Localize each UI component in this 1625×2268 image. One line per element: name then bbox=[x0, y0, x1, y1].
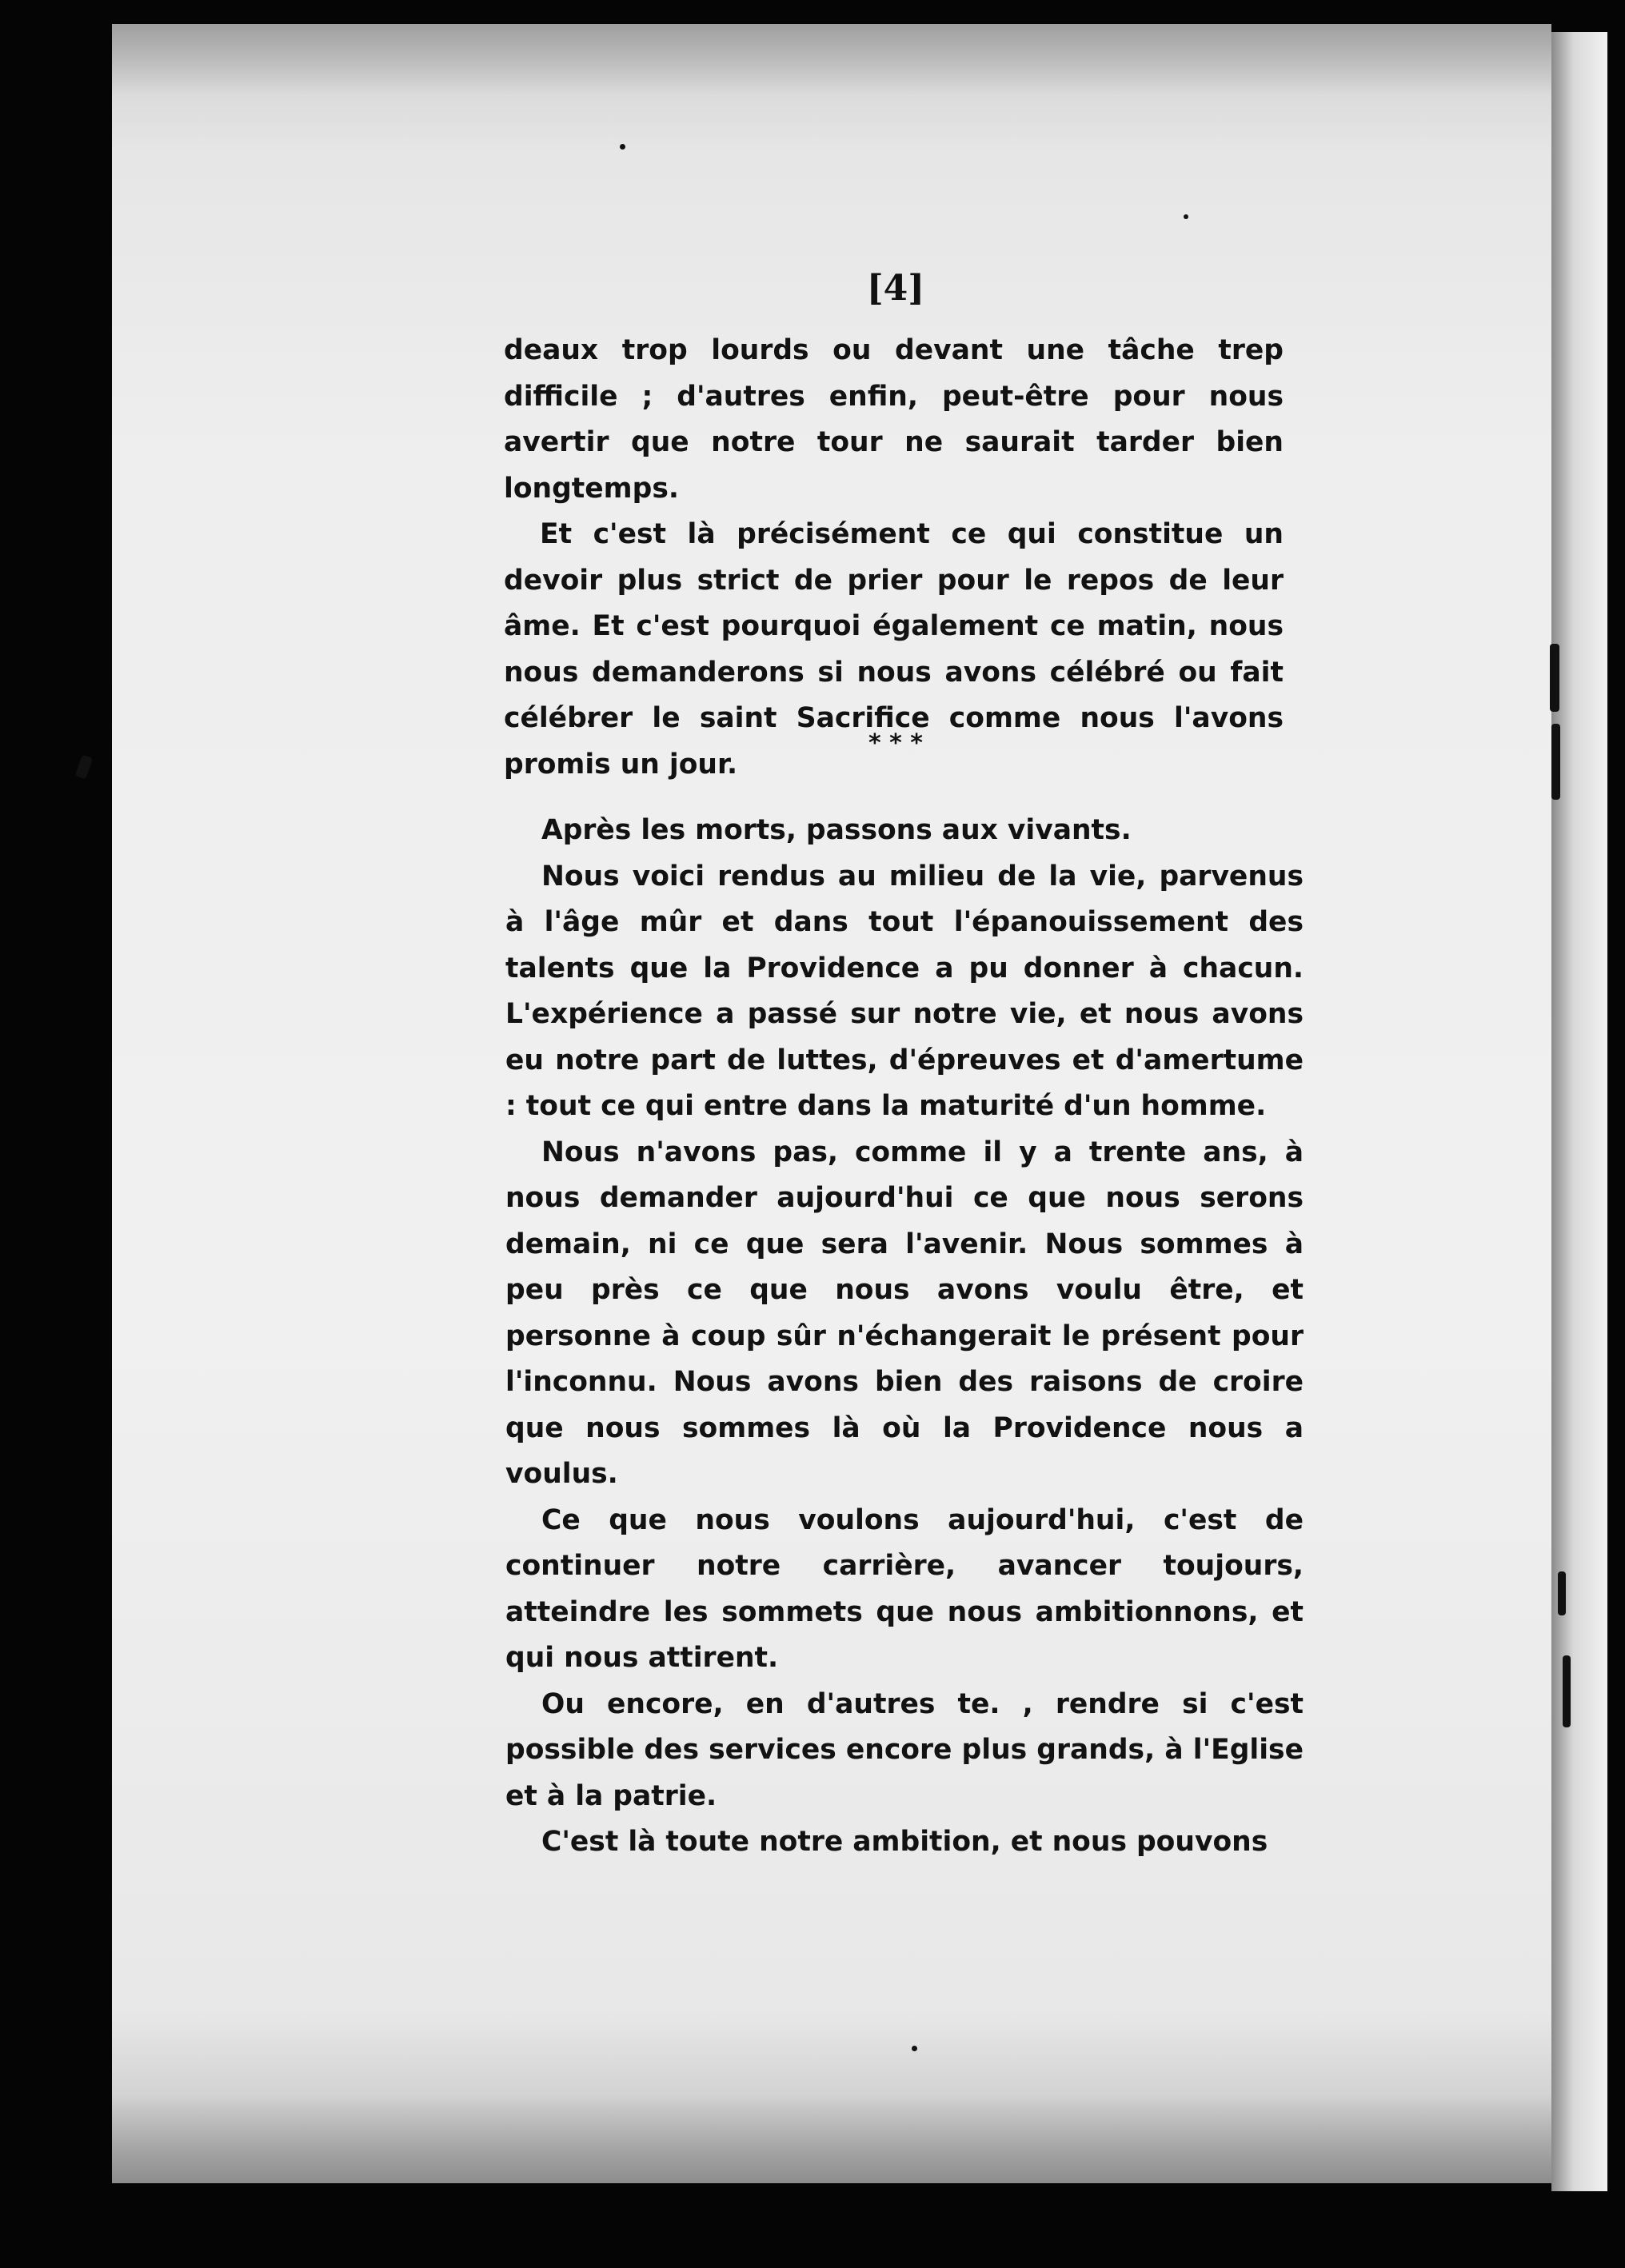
paragraph: C'est là toute notre ambition, et nous pouvons bbox=[541, 1826, 1268, 1858]
dust-speck bbox=[1184, 214, 1188, 219]
paragraph: Nous voici rendus au milieu de la vie, parvenus à l'âge mûr et dans tout l'épanouissement des talents que la Providence a pu donner à chacun. L'expérience a passé sur notre vie, et nous avons eu notre part de luttes, d'épreuves et d'amertume : tout ce qui entre dans la maturité d'un homme. bbox=[505, 860, 1304, 1122]
margin-mark bbox=[1550, 644, 1559, 712]
facing-page-edge bbox=[1551, 32, 1607, 2191]
paragraph: Nous n'avons pas, comme il y a trente ans, à nous demander aujourd'hui ce que nous serons demain, ni ce que sera l'avenir. Nous sommes à peu près ce que nous avons voulu être, et personne à coup sûr n'échangerait le présent pour l'inconnu. Nous avons bien des raisons de croire que nous sommes là où la Providence nous a voulus. bbox=[505, 1136, 1304, 1490]
page-number: [4] bbox=[866, 268, 925, 309]
text-block-top bbox=[504, 328, 1284, 788]
paragraph: Ou encore, en d'autres te. , rendre si c'est possible des services encore plus grands, à l'Eglise et à la patrie. bbox=[505, 1687, 1304, 1812]
margin-mark bbox=[1563, 1655, 1571, 1727]
paragraph: Et c'est là précisément ce qui constitue un devoir plus strict de prier pour le repos de leur âme. Et c'est pourquoi également ce matin, nous nous demanderons si nous avons célébré ou fait célébrer le saint Sacrifice comme nous l'avons promis un jour. bbox=[504, 518, 1284, 781]
text-block-bottom bbox=[505, 808, 1304, 1866]
dust-speck bbox=[912, 2046, 917, 2051]
section-separator: * * * bbox=[868, 729, 923, 757]
paragraph: Après les morts, passons aux vivants. bbox=[541, 814, 1132, 846]
paragraph: deaux trop lourds ou devant une tâche trep difficile ; d'autres enfin, peut-être pour nous avertir que notre tour ne saurait tarder bien longtemps. bbox=[504, 334, 1284, 505]
paragraph: Ce que nous voulons aujourd'hui, c'est de continuer notre carrière, avancer toujours, atteindre les sommets que nous ambitionnons, et qui nous attirent. bbox=[505, 1503, 1304, 1674]
dust-speck bbox=[620, 144, 625, 150]
margin-mark bbox=[1558, 1571, 1566, 1615]
margin-mark bbox=[1551, 724, 1560, 800]
margin-mark bbox=[75, 754, 94, 779]
